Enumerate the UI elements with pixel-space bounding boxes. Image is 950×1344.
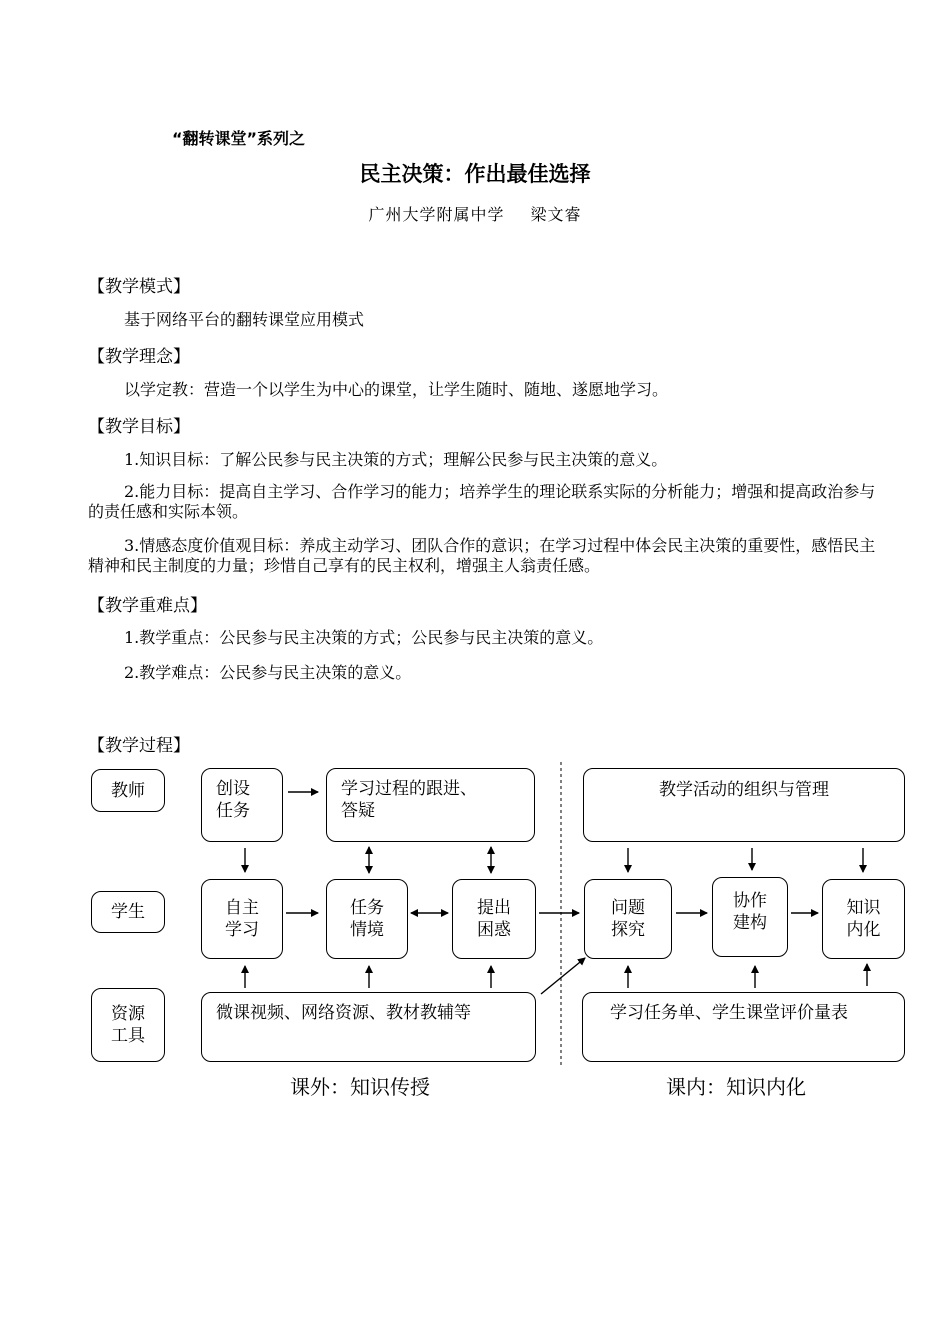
box-inquiry-line1: 问题 <box>611 898 645 918</box>
box-self-study <box>201 879 283 959</box>
role-resource-line1: 资源 <box>111 1004 145 1024</box>
box-internalize-line2: 内化 <box>846 920 881 940</box>
box-raise-doubt <box>452 879 536 959</box>
author-name: 梁文睿 <box>530 205 582 224</box>
arrow-res-diagonal <box>541 958 585 994</box>
box-task-situation-line2: 情境 <box>350 920 384 940</box>
box-resources-outside: 微课视频、网络资源、教材教辅等 <box>201 992 536 1062</box>
box-follow-up-line1: 学习过程的跟进、 <box>341 779 477 799</box>
goal-ability: 2.能力目标：提高自主学习、合作学习的能力；培养学生的理论联系实际的分析能力；增强和提高政治参与的责任感和实际本领。 <box>88 482 876 521</box>
box-self-study-line2: 学习 <box>225 920 259 940</box>
box-follow-up <box>326 768 535 842</box>
role-student: 学生 <box>91 891 165 933</box>
box-cooperate <box>712 877 788 957</box>
idea-heading: 【教学理念】 <box>88 347 190 367</box>
role-resource <box>91 988 165 1062</box>
key-point: 1.教学重点：公民参与民主决策的方式；公民参与民主决策的意义。 <box>124 628 604 647</box>
box-cooperate-line1: 协作 <box>733 891 767 911</box>
page-title: 民主决策：作出最佳选择 <box>359 162 591 186</box>
idea-text: 以学定教：营造一个以学生为中心的课堂，让学生随时、随地、遂愿地学习。 <box>124 380 669 399</box>
process-heading: 【教学过程】 <box>88 736 190 756</box>
mode-heading: 【教学模式】 <box>88 277 190 297</box>
box-create-task-line2: 任务 <box>216 801 250 821</box>
key-heading: 【教学重难点】 <box>88 596 207 616</box>
box-organize: 教学活动的组织与管理 <box>583 768 905 842</box>
box-internalize-line1: 知识 <box>846 898 881 918</box>
caption-inside-class: 课内：知识内化 <box>666 1075 806 1099</box>
goal-emotion: 3.情感态度价值观目标：养成主动学习、团队合作的意识；在学习过程中体会民主决策的重要性，感悟民主精神和民主制度的力量；珍惜自己享有的民主权利，增强主人翁责任感。 <box>88 536 876 575</box>
box-self-study-line1: 自主 <box>225 898 259 918</box>
role-resource-line2: 工具 <box>111 1026 145 1046</box>
mode-text: 基于网络平台的翻转课堂应用模式 <box>124 310 365 329</box>
box-create-task <box>201 768 283 842</box>
school-name: 广州大学附属中学 <box>368 205 505 224</box>
box-resources-inside: 学习任务单、学生课堂评价量表 <box>582 992 905 1062</box>
box-task-situation <box>326 879 408 959</box>
box-raise-doubt-line1: 提出 <box>477 898 511 918</box>
series-label: “翻转课堂”系列之 <box>172 129 306 148</box>
box-follow-up-line2: 答疑 <box>341 801 375 821</box>
difficult-point: 2.教学难点：公民参与民主决策的意义。 <box>124 663 412 682</box>
box-inquiry-line2: 探究 <box>611 920 645 940</box>
box-task-situation-line1: 任务 <box>350 898 384 918</box>
goal-knowledge: 1.知识目标：了解公民参与民主决策的方式；理解公民参与民主决策的意义。 <box>124 450 668 469</box>
role-teacher: 教师 <box>91 769 165 812</box>
box-create-task-line1: 创设 <box>216 779 250 799</box>
box-inquiry <box>584 879 672 959</box>
box-raise-doubt-line2: 困惑 <box>477 920 511 940</box>
goals-heading: 【教学目标】 <box>88 417 190 437</box>
caption-outside-class: 课外：知识传授 <box>290 1075 430 1099</box>
box-cooperate-line2: 建构 <box>733 913 767 933</box>
box-internalize <box>822 879 905 959</box>
